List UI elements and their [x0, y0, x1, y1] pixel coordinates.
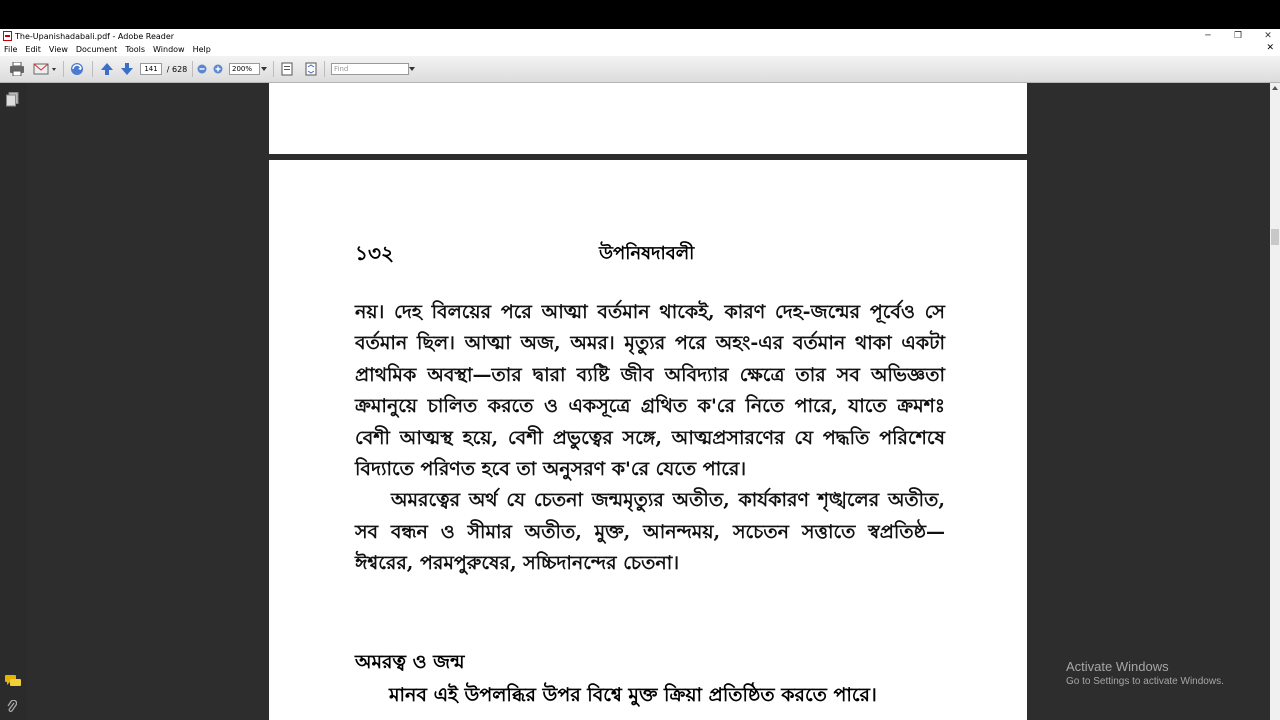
menu-document[interactable]: Document	[75, 45, 118, 54]
minimize-button[interactable]: ─	[1205, 31, 1211, 41]
restore-button[interactable]: ❐	[1233, 31, 1243, 41]
page-total: / 628	[166, 64, 188, 74]
page-number-value: 141	[140, 63, 162, 75]
toolbar	[0, 56, 1280, 83]
paragraph-2: অমরত্বের অর্থ যে চেতনা জন্মমৃত্যুর অতীত, কার্যকারণ শৃঙ্খলের অতীত, সব বন্ধন ও সীমার অতীত, মুক্ত, আনন্দময়, সচেতন সত্তাতে স্বপ্রতিষ্ঠ—ঈশ্বরের, পরমপুরুষের, সচ্চিদানন্দের চেতনা।	[355, 489, 945, 575]
previous-page-bottom	[269, 83, 1027, 154]
section-heading: অমরত্ব ও জন্ম	[355, 651, 465, 673]
find-input[interactable]	[331, 62, 409, 76]
watermark-subtitle: Go to Settings to activate Windows.	[1066, 676, 1224, 687]
page-number: ১৩২	[355, 241, 394, 265]
page-header	[355, 239, 946, 263]
activate-windows-watermark	[1066, 659, 1224, 687]
pdf-page	[269, 160, 1027, 720]
share-button[interactable]	[33, 62, 57, 76]
book-title: উপনিষদাবলী	[599, 243, 695, 264]
section-first-line: মানব এই উপলব্ধির উপর বিশ্বে মুক্ত ক্রিয়া প্রতিষ্ঠিত করতে পারে।	[389, 684, 877, 706]
arrow-up-icon	[100, 62, 114, 76]
attachments-button[interactable]	[7, 699, 17, 718]
top-black-band	[0, 0, 1280, 29]
print-button[interactable]	[9, 62, 25, 76]
body-text	[355, 297, 945, 580]
find-dropdown-arrow[interactable]	[409, 62, 415, 76]
menu-file[interactable]: File	[4, 45, 18, 54]
pages-panel-button[interactable]	[6, 92, 19, 111]
zoom-in-button[interactable]	[212, 62, 223, 76]
zoom-value: 200%	[229, 63, 260, 75]
scrollbar-thumb[interactable]	[1271, 229, 1279, 245]
fit-page-icon	[281, 62, 293, 76]
document-view[interactable]	[27, 83, 1270, 720]
envelope-print-icon	[33, 62, 57, 76]
title-bar	[0, 29, 1280, 43]
zoom-in-icon	[213, 64, 223, 74]
zoom-out-icon	[197, 64, 207, 74]
menu-window[interactable]: Window	[153, 45, 185, 54]
page-number-input[interactable]	[140, 62, 162, 76]
next-page-button[interactable]	[120, 62, 134, 76]
sync-button[interactable]	[68, 62, 86, 76]
window-title: The-Upanishadabali.pdf - Adobe Reader	[15, 31, 175, 41]
pages-icon	[6, 92, 19, 107]
zoom-select[interactable]	[229, 62, 260, 76]
menu-help[interactable]: Help	[192, 45, 211, 54]
vertical-scrollbar[interactable]	[1270, 83, 1280, 720]
zoom-dropdown-arrow[interactable]	[260, 62, 267, 76]
find-placeholder: Find	[331, 63, 409, 75]
menu-bar	[0, 43, 1280, 56]
comments-button[interactable]	[5, 672, 21, 691]
full-screen-button[interactable]	[304, 62, 318, 76]
scroll-up-arrow-icon[interactable]	[1272, 86, 1278, 90]
printer-icon	[9, 62, 25, 76]
close-button[interactable]: ✕	[1264, 31, 1272, 41]
paragraph-1: নয়। দেহ বিলয়ের পরে আত্মা বর্তমান থাকেই, কারণ দেহ-জন্মের পূর্বেও সে বর্তমান ছিল। আত্মা অজ, অমর। মৃত্যুর পরে অহং-এর বর্তমান থাকা একটা প্রাথমিক অবস্থা—তার দ্বারা ব্যষ্টি জীব অবিদ্যার ক্ষেত্রে তার সব অভিজ্ঞতা ক্রমানুয়ে চালিত করতে ও একসূত্রে গ্রথিত ক'রে নিতে পারে, যাতে ক্রমশঃ বেশী আত্মস্থ হয়ে, বেশী প্রভুত্বের সঙ্গে, আত্মপ্রসারণের যে পদ্ধতি পরিশেষে বিদ্যাতে পরিণত হবে তা অনুসরণ ক'রে যেতে পারে।	[355, 301, 945, 481]
arrow-down-icon	[120, 62, 134, 76]
expand-icon	[305, 62, 317, 76]
zoom-out-button[interactable]	[196, 62, 207, 76]
navigation-pane	[0, 83, 27, 720]
chevron-down-icon	[261, 67, 267, 71]
menu-tools[interactable]: Tools	[125, 45, 146, 54]
menu-edit[interactable]: Edit	[25, 45, 41, 54]
pdf-app-icon	[3, 31, 12, 41]
fit-page-button[interactable]	[280, 62, 294, 76]
chevron-down-icon	[409, 67, 415, 71]
comment-bubbles-icon	[5, 675, 21, 687]
previous-page-button[interactable]	[100, 62, 114, 76]
sync-icon	[68, 62, 86, 76]
paperclip-icon	[7, 700, 17, 714]
close-document-button[interactable]: ✕	[1266, 43, 1274, 53]
menu-view[interactable]: View	[48, 45, 68, 54]
watermark-title: Activate Windows	[1066, 659, 1169, 674]
